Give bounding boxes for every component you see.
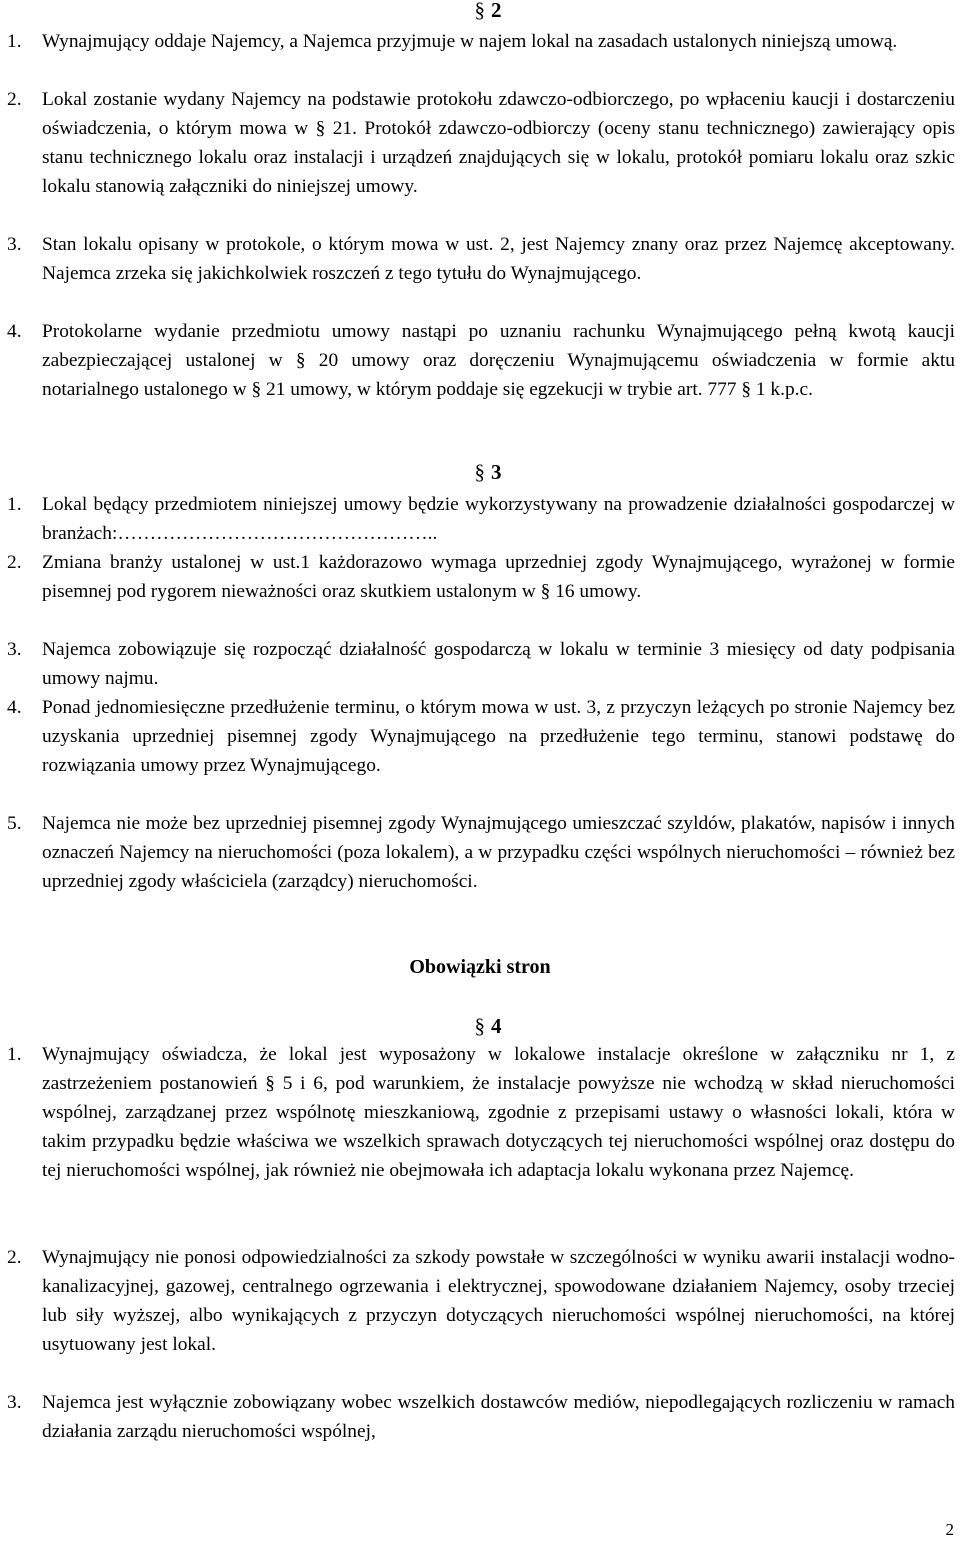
list-item: 3. Najemca jest wyłącznie zobowiązany wobec wszelkich dostawców mediów, niepodlegających rozliczeniu w ramach działania zarządu nieruchomości wspólnej,	[7, 1392, 955, 1442]
list-item: 1. Lokal będący przedmiotem niniejszej umowy będzie wykorzystywany na prowadzenie działalności gospodarczej w branżach:…………………………………………..	[7, 494, 955, 544]
page-number: 2	[945, 1520, 954, 1539]
list-item: 2. Zmiana branży ustalonej w ust.1 każdorazowo wymaga uprzedniej zgody Wynajmującego, wyrażonej w formie pisemnej pod rygorem nieważności oraz skutkiem ustalonym w § 16 umowy.	[7, 552, 955, 602]
section-heading: § 4	[474, 1014, 502, 1038]
list-item: 2. Wynajmujący nie ponosi odpowiedzialności za szkody powstałe w szczególności w wyniku awarii instalacji wodno-kanalizacyjnej, gazowej, centralnego ogrzewania i elektrycznej, spowodowane działaniem Najemcy, osoby trzeciej lub siły wyższej, albo wynikających z przyczyn dotyczących nieruchomości wspólnej nieruchomości, na której usytuowany jest lokal.	[7, 1247, 955, 1355]
section-heading: § 3	[474, 460, 502, 484]
list-item: 2. Lokal zostanie wydany Najemcy na podstawie protokołu zdawczo-odbiorczego, po wpłaceniu kaucji i dostarczeniu oświadczenia, o którym mowa w § 21. Protokół zdawczo-odbiorczy (oceny stanu technicznego) zawierający opis stanu technicznego lokalu oraz instalacji i urządzeń znajdujących się w lokalu, protokół pomiaru lokalu oraz szkic lokalu stanowią załączniki do niniejszej umowy.	[7, 89, 955, 197]
list-item: 1. Wynajmujący oddaje Najemcy, a Najemca przyjmuje w najem lokal na zasadach ustalonych niniejszą umową.	[7, 31, 898, 52]
list-item: 4. Ponad jednomiesięczne przedłużenie terminu, o którym mowa w ust. 3, z przyczyn leżących po stronie Najemcy bez uzyskania uprzedniej pisemnej zgody Wynajmującego na przedłużenie tego terminu, stanowi podstawę do rozwiązania umowy przez Wynajmującego.	[7, 697, 955, 776]
list-item: 3. Stan lokalu opisany w protokole, o którym mowa w ust. 2, jest Najemcy znany oraz przez Najemcę akceptowany. Najemca zrzeka się jakichkolwiek roszczeń z tego tytułu do Wynajmującego.	[7, 234, 955, 284]
list-item: 5. Najemca nie może bez uprzedniej pisemnej zgody Wynajmującego umieszczać szyldów, plakatów, napisów i innych oznaczeń Najemcy na nieruchomości (poza lokalem), a w przypadku części wspólnych nieruchomości – również bez uprzedniej zgody właściciela (zarządcy) nieruchomości.	[7, 813, 955, 892]
list-item: 4. Protokolarne wydanie przedmiotu umowy nastąpi po uznaniu rachunku Wynajmującego pełną kwotą kaucji zabezpieczającej ustalonej w § 20 umowy oraz doręczeniu Wynajmującemu oświadczenia w formie aktu notarialnego ustalonego w § 21 umowy, w którym poddaje się egzekucji w trybie art. 777 § 1 k.p.c.	[7, 321, 955, 400]
list-item: 3. Najemca zobowiązuje się rozpocząć działalność gospodarczą w lokalu w terminie 3 miesięcy od daty podpisania umowy najmu.	[7, 639, 955, 689]
section-heading: § 2	[474, 0, 502, 22]
chapter-heading: Obowiązki stron	[409, 956, 551, 978]
list-item: 1. Wynajmujący oświadcza, że lokal jest wyposażony w lokalowe instalacje określone w załączniku nr 1, z zastrzeżeniem postanowień § 5 i 6, pod warunkiem, że instalacje powyższe nie wchodzą w skład nieruchomości wspólnej, zarządzanej przez wspólnotę mieszkaniową, zgodnie z przepisami ustawy o własności lokali, która w takim przypadku będzie właściwa we wszelkich sprawach dotyczących tej nieruchomości wspólnej oraz dostępu do tej nieruchomości wspólnej, jak również nie obejmowała ich adaptacja lokalu wykonana przez Najemcę.	[7, 1044, 955, 1181]
